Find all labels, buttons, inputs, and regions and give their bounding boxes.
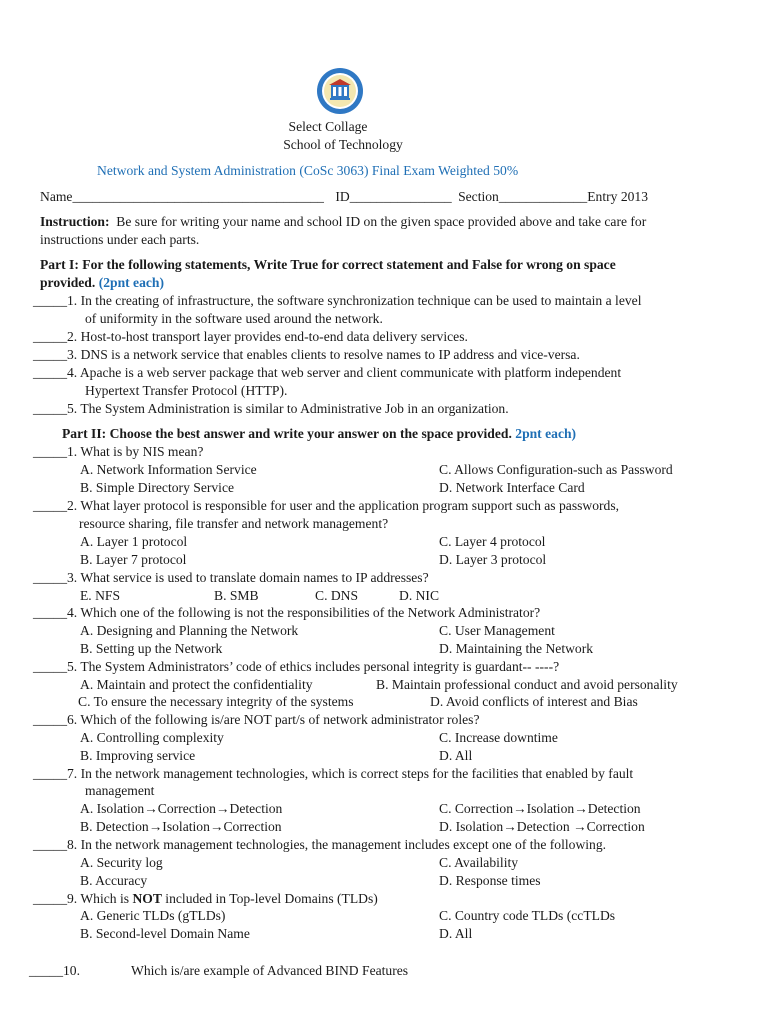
part2-q5 — [33, 658, 559, 676]
option-b: B. Layer 7 protocol — [80, 552, 187, 567]
part2-q4 — [33, 604, 540, 622]
id-blank[interactable]: _______________ — [349, 189, 452, 204]
instruction-label: Instruction: — [40, 214, 110, 229]
option-a: A. Generic TLDs (gTLDs) — [80, 908, 226, 923]
answer-blank[interactable]: _____ — [33, 293, 67, 308]
option-b: B. Accuracy — [80, 873, 148, 888]
option-d: D. Maintaining the Network — [439, 641, 594, 656]
option-c: C. Country code TLDs (ccTLDs — [439, 908, 616, 923]
question-text-end: included in Top-level Domains (TLDs) — [161, 891, 378, 906]
part1-title: Part I: For the following statements, Write True for correct statement and False for wrong on space — [40, 257, 616, 272]
question-text: 7. In the network management technologies, which is correct steps for the facilities that enabled by fault — [66, 766, 634, 781]
part2-q8 — [33, 836, 606, 854]
student-info-line — [40, 188, 648, 206]
part1-q4 — [33, 364, 621, 382]
part1-title-cont: provided. — [40, 275, 96, 290]
instruction-line-1 — [40, 213, 646, 231]
question-text: 3. DNS is a network service that enables clients to resolve names to IP address and vice-versa. — [66, 347, 580, 362]
answer-blank[interactable]: _____ — [33, 766, 67, 781]
answer-blank[interactable]: _____ — [33, 498, 67, 513]
option-c: C. To ensure the necessary integrity of the systems — [78, 694, 354, 709]
question-text-cont: management — [85, 783, 155, 798]
question-text: Which is/are example of Advanced BIND Features — [131, 963, 409, 978]
instruction-text-2: instructions under each parts. — [40, 232, 200, 247]
name-blank[interactable]: _____________________________________ — [72, 189, 324, 204]
part1-q5 — [33, 400, 509, 418]
answer-blank[interactable]: _____ — [33, 365, 67, 380]
question-text: 5. The System Administration is similar to Administrative Job in an organization. — [66, 401, 509, 416]
option-c: C. User Management — [439, 623, 555, 638]
option-b: B. Improving service — [80, 748, 196, 763]
part1-points: (2pnt each) — [98, 275, 165, 290]
part2-q9 — [33, 890, 378, 908]
question-text: 3. What service is used to translate domain names to IP addresses? — [66, 570, 429, 585]
question-number: 10. — [62, 963, 80, 978]
option-d: D. Isolation→Detection →Correction — [439, 819, 645, 834]
question-text: 1. In the creating of infrastructure, the software synchronization technique can be used to maintain a level — [66, 293, 642, 308]
option-b: B. Detection→Isolation→Correction — [80, 819, 282, 834]
option-a: A. Layer 1 protocol — [80, 534, 188, 549]
question-text: 6. Which of the following is/are NOT part/s of network administrator roles? — [66, 712, 480, 727]
option-b: B. Second-level Domain Name — [80, 926, 250, 941]
part2-title: Part II: Choose the best answer and write your answer on the space provided. — [62, 426, 512, 441]
question-text: 4. Apache is a web server package that web server and client communicate with platform independent — [66, 365, 622, 380]
part2-points: 2pnt each) — [515, 426, 577, 441]
instruction-text-1: Be sure for writing your name and school ID on the given space provided above and take care for — [109, 214, 647, 229]
part2-q3 — [33, 569, 429, 587]
answer-blank[interactable]: _____ — [33, 401, 67, 416]
faculty-name: School of Technology — [283, 137, 403, 152]
option-b: B. Setting up the Network — [80, 641, 223, 656]
answer-blank[interactable]: _____ — [33, 891, 67, 906]
option-c: C. Layer 4 protocol — [439, 534, 546, 549]
part2-q10 — [29, 962, 80, 980]
answer-blank[interactable]: _____ — [33, 347, 67, 362]
option-c: C. Increase downtime — [439, 730, 558, 745]
answer-blank[interactable]: _____ — [33, 837, 67, 852]
option-a: A. Security log — [80, 855, 163, 870]
question-text: 4. Which one of the following is not the responsibilities of the Network Administrator? — [66, 605, 541, 620]
part2-q1 — [33, 443, 203, 461]
answer-blank[interactable]: _____ — [33, 329, 67, 344]
answer-blank[interactable]: _____ — [33, 659, 67, 674]
name-label: Name — [40, 189, 73, 204]
part2-q6 — [33, 711, 479, 729]
part1-title-2 — [40, 274, 164, 292]
option-e: E. NFS — [80, 588, 121, 603]
part2-q7 — [33, 765, 633, 783]
option-a: A. Maintain and protect the confidentiality — [80, 677, 313, 692]
option-a: A. Designing and Planning the Network — [80, 623, 299, 638]
answer-blank[interactable]: _____ — [33, 712, 67, 727]
option-c: C. DNS — [315, 588, 359, 603]
option-d: D. Avoid conflicts of interest and Bias — [430, 694, 638, 709]
part2-title-line — [62, 425, 576, 443]
answer-blank[interactable]: _____ — [33, 605, 67, 620]
college-logo — [316, 67, 364, 115]
question-text-cont: resource sharing, file transfer and network management? — [79, 516, 389, 531]
question-text: 1. What is by NIS mean? — [66, 444, 204, 459]
question-text: 9. Which is — [66, 891, 133, 906]
part1-q4-cont: Hypertext Transfer Protocol (HTTP). — [85, 383, 288, 398]
option-d: D. Network Interface Card — [439, 480, 585, 495]
question-emphasis: NOT — [132, 891, 162, 906]
section-label: Section — [458, 189, 499, 204]
question-text: 2. Host-to-host transport layer provides end-to-end data delivery services. — [66, 329, 468, 344]
option-c: C. Correction→Isolation→Detection — [439, 801, 641, 816]
question-text: 5. The System Administrators’ code of ethics includes personal integrity is guardant-- ----? — [66, 659, 560, 674]
option-d: D. All — [439, 748, 473, 763]
option-b: B. Maintain professional conduct and avoid personality — [376, 677, 678, 692]
section-blank[interactable]: _____________ — [498, 189, 588, 204]
question-text: 8. In the network management technologies, the management includes except one of the following. — [66, 837, 607, 852]
id-label: ID — [335, 189, 350, 204]
part2-q2 — [33, 497, 619, 515]
part1-q1 — [33, 292, 641, 310]
school-name: Select Collage — [288, 119, 368, 134]
option-b: B. SMB — [214, 588, 259, 603]
answer-blank[interactable]: _____ — [33, 570, 67, 585]
answer-blank[interactable]: _____ — [29, 963, 63, 978]
option-a: A. Controlling complexity — [80, 730, 224, 745]
option-d: D. NIC — [399, 588, 440, 603]
option-d: D. Layer 3 protocol — [439, 552, 547, 567]
exam-title: Network and System Administration (CoSc 3063) Final Exam Weighted 50% — [97, 163, 519, 178]
option-a: A. Isolation→Correction→Detection — [80, 801, 283, 816]
option-c: C. Availability — [439, 855, 519, 870]
part1-q3 — [33, 346, 580, 364]
question-text: 2. What layer protocol is responsible for user and the application program support such as passwords, — [66, 498, 620, 513]
option-d: D. All — [439, 926, 473, 941]
option-c: C. Allows Configuration-such as Password — [439, 462, 673, 477]
entry-label: Entry 2013 — [587, 189, 649, 204]
part1-q1-cont: of uniformity in the software used around the network. — [85, 311, 383, 326]
option-b: B. Simple Directory Service — [80, 480, 235, 495]
answer-blank[interactable]: _____ — [33, 444, 67, 459]
option-a: A. Network Information Service — [80, 462, 257, 477]
part1-q2 — [33, 328, 468, 346]
option-d: D. Response times — [439, 873, 541, 888]
